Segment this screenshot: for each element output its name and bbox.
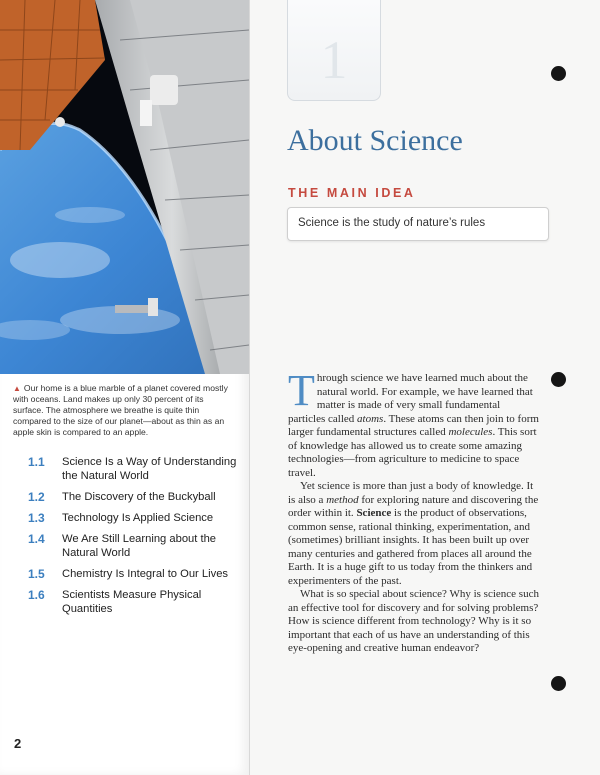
section-item[interactable] [28,532,243,560]
section-item[interactable] [28,490,243,504]
left-page [0,0,250,775]
binder-hole [551,676,566,691]
main-idea-label: THE MAIN IDEA [288,186,416,200]
main-idea-text: Science is the study of nature’s rules [298,217,486,229]
section-list [28,455,243,623]
section-item[interactable] [28,588,243,616]
paragraph-text: Yet science is more than just a body of knowledge. It is also a [288,480,534,506]
section-item[interactable] [28,567,243,581]
chapter-tab [287,0,381,101]
intro-paragraph: What is so special about science? Why is science such an effective tool for discovery and for solving problems? How is science different from technology? Why is it so important that each of us have an understanding of this eye-opening and creative human endeavor? [288,588,539,654]
term-method: method [326,493,359,506]
paragraph-text: is the product of observations, common sense, rational thinking, experimentation, and (sometimes) brilliant insights. It has been built up over many centuries and gathered from places all around the Earth. It is a huge gift to us today from the thinkers and experimenters of the past. [288,507,533,587]
caption-text: Our home is a blue marble of a planet covered mostly with oceans. Land makes up only 30 percent of its surface. The atmosphere we breathe is quite thin compared to the size of our planet—about as thin as an apple skin is compared to an apple. [13,383,228,437]
binder-hole [551,372,566,387]
section-title: Science Is a Way of Understanding the Natural World [62,456,237,482]
chapter-number: 1 [320,30,348,90]
section-title: Technology Is Applied Science [62,512,214,524]
key-term-science: Science [356,507,392,519]
paragraph-text: for exploring nature and discovering the order within it. [288,493,539,519]
chapter-intro-text [288,366,540,656]
term-atoms: atoms [357,412,384,425]
caption-triangle-icon: ▲ [13,384,21,393]
section-title: Chemistry Is Integral to Our Lives [62,568,229,580]
section-title: We Are Still Learning about the Natural World [62,533,217,559]
chapter-title: About Science [287,124,463,157]
paragraph-text: . These atoms can then join to form larger fundamental structures called [288,412,539,438]
section-number: 1.3 [28,511,45,525]
section-number: 1.4 [28,532,45,546]
binder-hole [551,66,566,81]
main-idea-box [287,207,549,241]
section-number: 1.6 [28,588,45,602]
space-station-earth-photo [0,0,249,374]
section-number: 1.5 [28,567,45,581]
page-number: 2 [14,736,22,751]
photo-caption [13,383,235,438]
section-number: 1.2 [28,490,45,504]
intro-paragraph [288,480,540,588]
section-item[interactable] [28,511,243,525]
term-molecules: molecules [448,426,493,438]
section-item[interactable] [28,455,243,483]
intro-paragraph [288,366,540,480]
section-title: The Discovery of the Buckyball [62,491,216,503]
drop-cap: T [288,366,315,415]
section-number: 1.1 [28,455,45,469]
paragraph-text: . This sort of knowledge has allowed us to create some amazing technologies—from agriculture to medicine to space travel. [288,426,537,479]
paragraph-text: hrough science we have learned much about the natural world. For example, we have learned that matter is made of very small fundamental particles called [288,372,533,425]
section-title: Scientists Measure Physical Quantities [62,589,202,615]
